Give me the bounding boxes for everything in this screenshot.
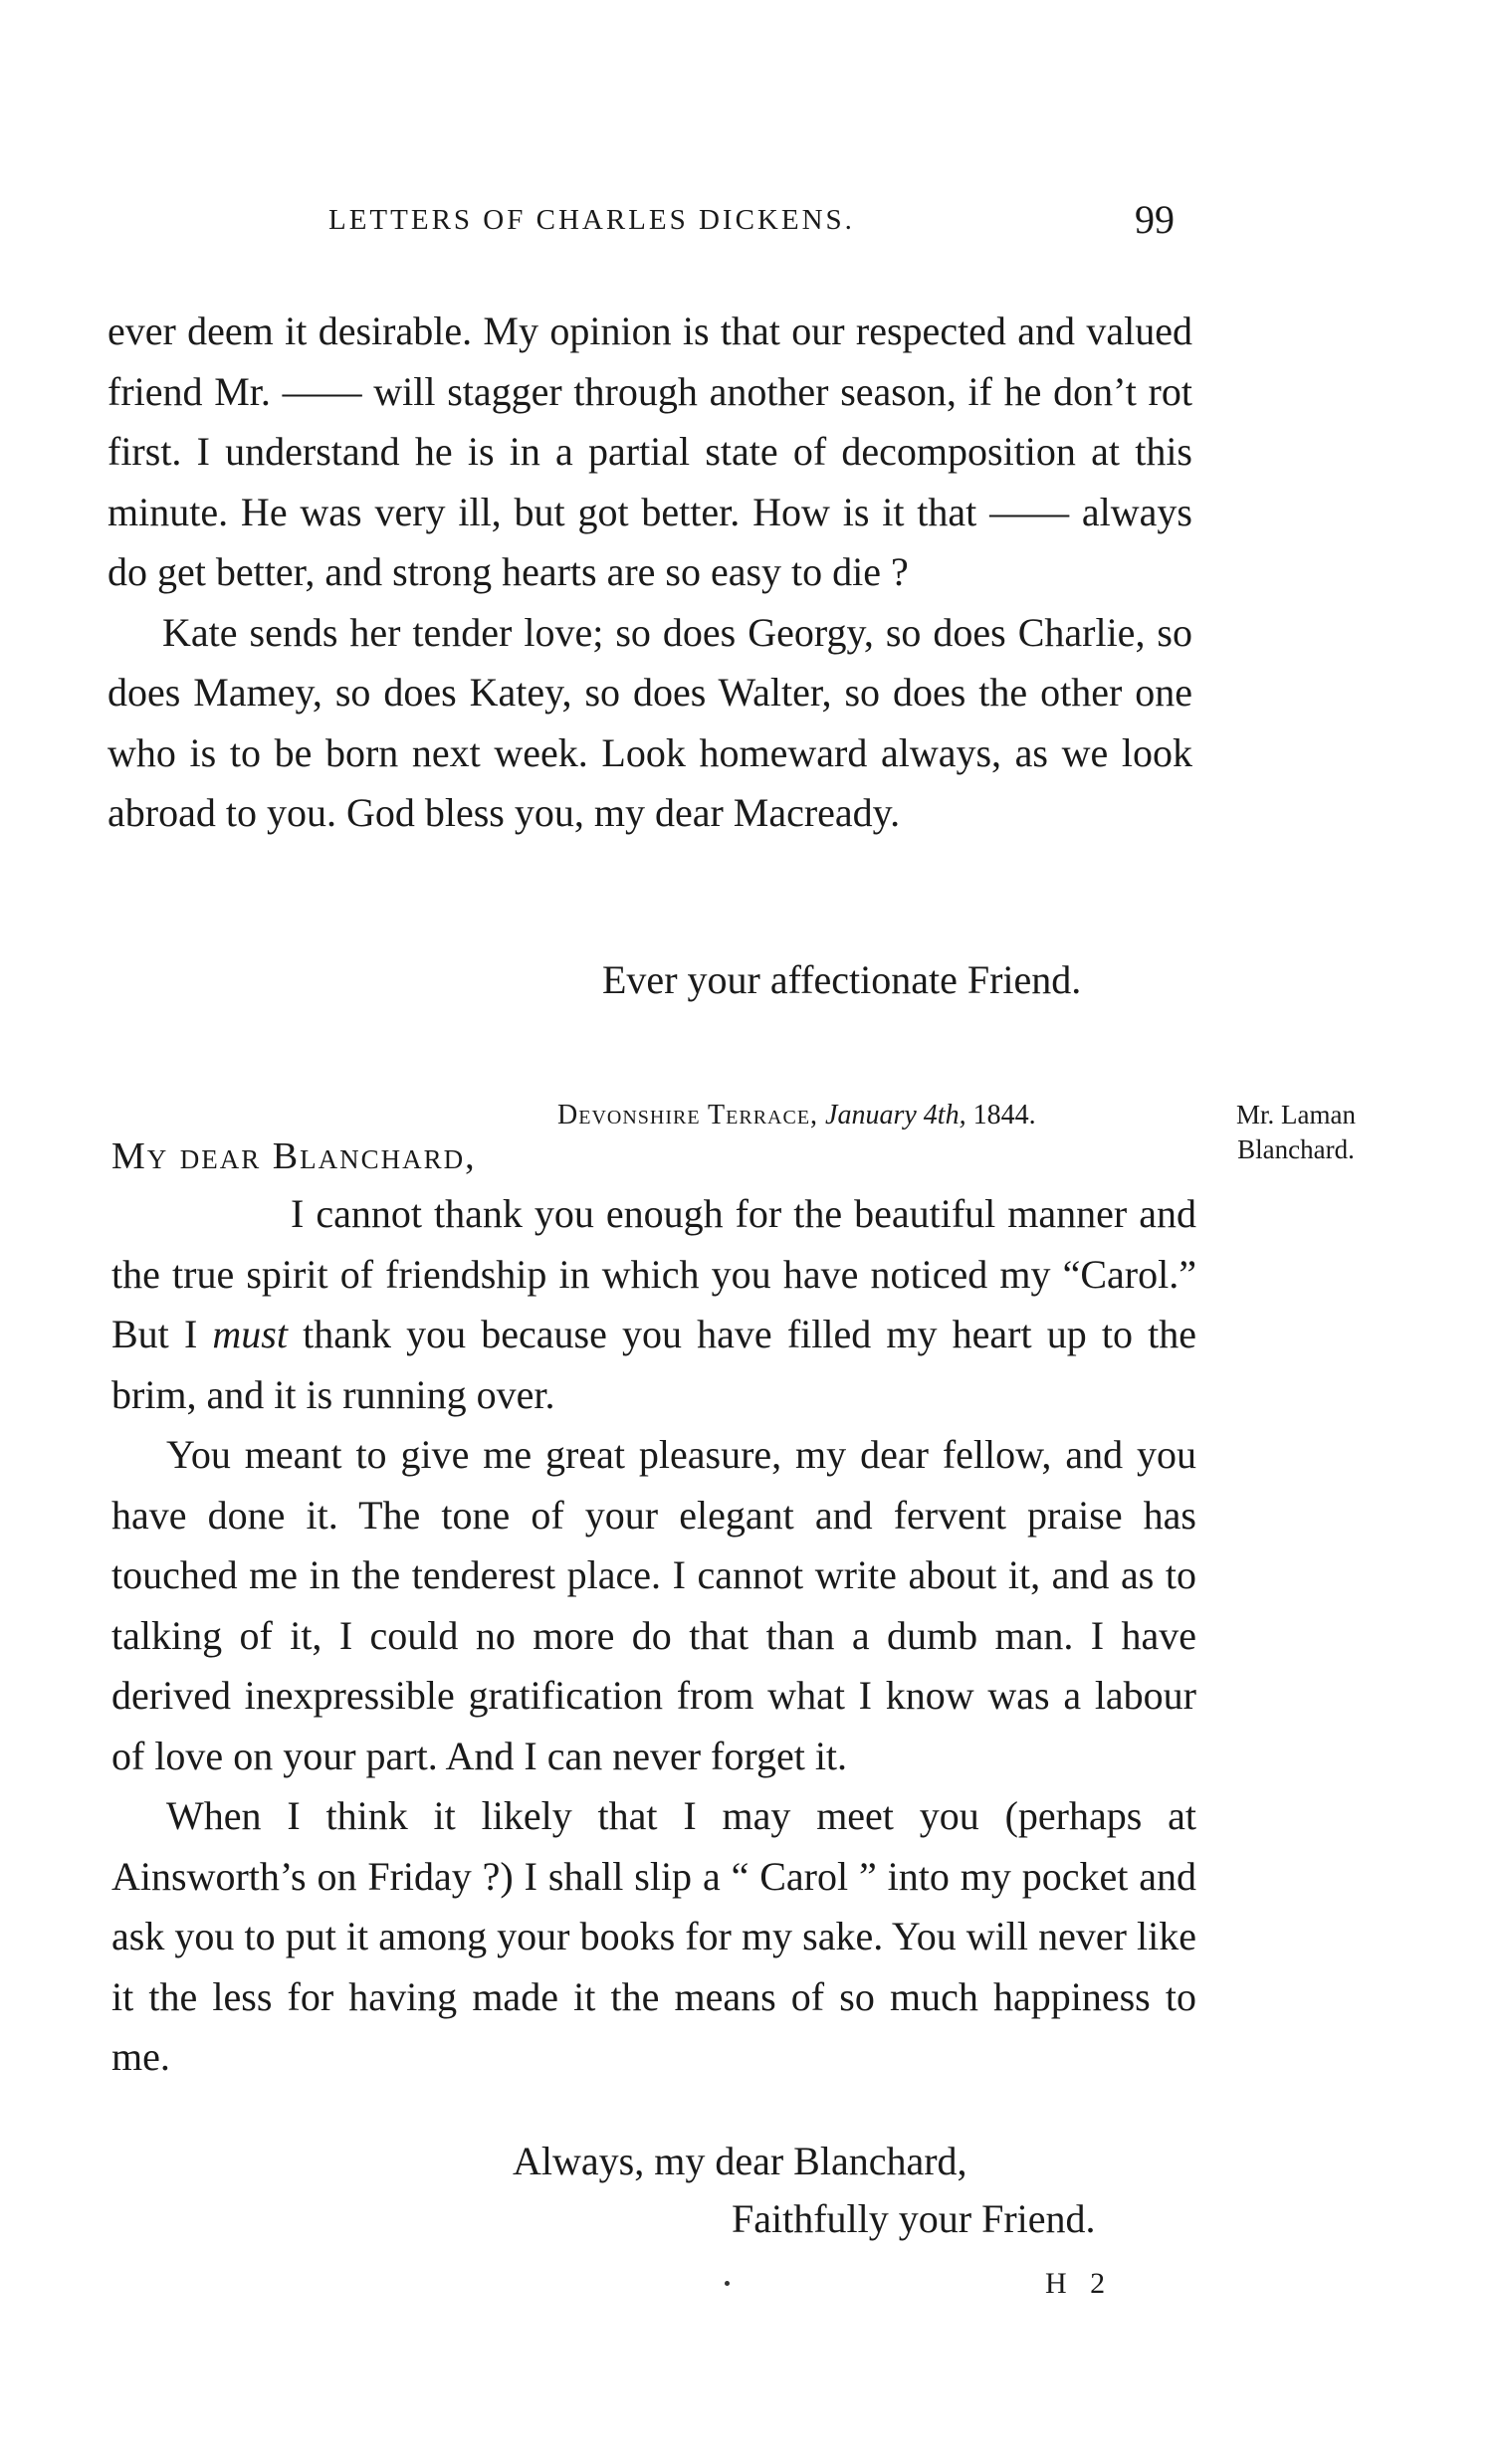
margin-note-line-1: Mr. Laman	[1236, 1100, 1356, 1129]
letter2-body	[111, 1184, 1196, 2088]
running-head: LETTERS OF CHARLES DICKENS.	[328, 204, 855, 236]
letter1-closing: Ever your affectionate Friend.	[602, 957, 1082, 1002]
dateline-year: 1844.	[972, 1100, 1036, 1130]
letter2-p1-emphasis: must	[212, 1312, 288, 1356]
margin-note	[1216, 1098, 1376, 1167]
letter2-p1-after: thank you because you have filled my heart up to the brim, and it is running over.	[111, 1312, 1196, 1417]
letter2-paragraph-1	[111, 1184, 1196, 1425]
letter1-body	[107, 302, 1192, 844]
dateline-place: Devonshire Terrace,	[557, 1100, 819, 1130]
dateline-date: January 4th,	[825, 1100, 966, 1130]
letter2-closing-1: Always, my dear Blanchard,	[513, 2139, 967, 2183]
page-number: 99	[1135, 197, 1175, 242]
margin-note-line-2: Blanchard.	[1237, 1134, 1355, 1164]
letter2-dateline	[557, 1100, 1036, 1131]
letter2-paragraph-2: You meant to give me great pleasure, my dear fellow, and you have done it. The tone of your elegant and fervent praise has touched me in the tenderest place. I cannot write about it, and as to talking of it, I could no more do that than a dumb man. I have derived inexpressible gratification from what I know was a labour of love on your part. And I can never forget it.	[111, 1432, 1196, 1778]
letter1-paragraph-1: ever deem it desirable. My opinion is that our respected and valued friend Mr. —— will stagger through another season, if he don’t rot first. I understand he is in a partial state of decomposition at this minute. He was very ill, but got better. How is it that —— always do get better, and strong hearts are so easy to die ?	[107, 308, 1192, 594]
letter2-paragraph-3: When I think it likely that I may meet you (perhaps at Ainsworth’s on Friday ?) I shall slip a “ Carol ” into my pocket and ask you to put it among your books for my sake. You will never like it the less for having made it the means of so much happiness to me.	[111, 1793, 1196, 2079]
printer-dot	[725, 2281, 730, 2286]
letter2-p1-before: I cannot thank you enough for the beautiful manner and the true spirit of friendship in which you have noticed my “Carol.” But I	[111, 1191, 1196, 1356]
letter1-paragraph-2: Kate sends her tender love; so does Georgy, so does Charlie, so does Mamey, so does Katey, so does Walter, so does the other one who is to be born next week. Look homeward always, as we look abroad to you. God bless you, my dear Macready.	[107, 609, 1192, 835]
letter2-salutation: My dear Blanchard,	[111, 1135, 477, 1177]
signature-mark: H 2	[1045, 2267, 1114, 2300]
letter2-closing-2: Faithfully your Friend.	[732, 2196, 1096, 2241]
